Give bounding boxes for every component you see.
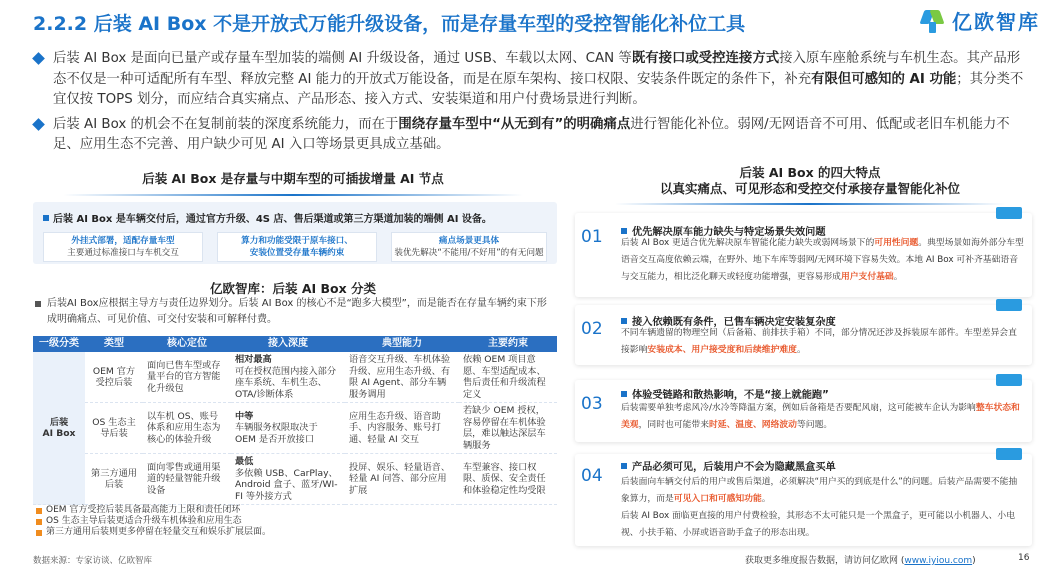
- note-text: OS 生态主导后装更适合升级车机体验和应用生态: [46, 516, 242, 526]
- table-cell-type: OEM 官方受控后装: [85, 352, 143, 403]
- feature-box-title: 算力和功能受限于原车接口、: [241, 236, 353, 246]
- definition-text: 后装 AI Box 是车辆交付后，通过官方升级、4S 店、售后渠道或第三方渠道加装的端侧 AI 设备。: [53, 214, 492, 225]
- depth-level: 最低: [235, 456, 254, 467]
- table-cell-limit: 若缺少 OEM 授权，容易停留在车机体验层，难以触达深层车辆服务: [459, 403, 557, 454]
- diamond-icon: [32, 118, 45, 131]
- orange-square-icon: [36, 508, 42, 514]
- feature-card-1: [575, 213, 1032, 297]
- feature-box-title: 外挂式部署，适配存量车型: [71, 236, 175, 246]
- depth-text: 可在授权范围内接入部分座车系统、车机生态、OTA/诊断体系: [235, 365, 337, 400]
- square-icon: [43, 215, 49, 221]
- card-title-text: 优先解决原车能力缺失与特定场景失效问题: [632, 227, 826, 238]
- data-source: 数据来源：专家访谈、亿欧智库: [33, 556, 153, 566]
- card-body-text: 后装面向车辆交付后的用户或售后渠道，必须解决“用户买的到底是什么”的问题。后装产品需要不能抽象算力，而是: [621, 477, 1018, 504]
- table-cell-limit: 车型兼容、接口权限、质保、安全责任和体验稳定性均受限: [459, 454, 557, 505]
- page-title: 2.2.2 后装 AI Box 不是开放式万能升级设备，而是存量车型的受控智能化补位工具: [33, 13, 746, 35]
- card-title-text: 接入依赖既有条件，已售车辆决定安装复杂度: [632, 317, 836, 328]
- orange-square-icon: [36, 519, 42, 525]
- bullet-bold: 既有接口或受控连接方式: [631, 51, 780, 66]
- table-cell-position: 以车机 OS、账号体系和应用生态为核心的体验升级: [143, 403, 231, 454]
- card-body-text: 后装需要单独考虑风冷/水冷等降温方案，例如后备箱是否要配风扇，这可能被车企认为影响: [621, 403, 976, 413]
- bullet-bold: 围绕存量车型中“从无到有”的明确痛点: [398, 116, 631, 132]
- page-number: 16: [1018, 553, 1030, 563]
- table-cell-depth: [231, 403, 345, 454]
- bullet-text: 进行智能化补位。弱网/无网语音不可用、低配或老旧车机能力不足、应用生态不完善、用户缺少可见 AI 入口等场景更具成立基础。: [53, 116, 1010, 152]
- feature-box-sub: 装优先解决“不能用/不好用”的有无问题: [394, 248, 544, 258]
- feature-card-2: [575, 305, 1032, 365]
- table-header: 主要约束: [459, 336, 557, 352]
- card-highlight: 时延、温度、网络波动: [709, 420, 797, 430]
- table-header: 典型能力: [345, 336, 459, 352]
- square-icon: [621, 463, 627, 469]
- table-notes: [36, 505, 271, 538]
- table-cell-limit: 依赖 OEM 项目意愿、车型适配成本、售后责任和升级流程定义: [459, 352, 557, 403]
- note-item: [36, 505, 271, 516]
- diamond-icon: [32, 52, 45, 65]
- table-header-row: [33, 336, 557, 352]
- table-cell-type: 第三方通用后装: [85, 454, 143, 505]
- card-body-text: 后装 AI Box 面临更直接的用户付费检验，其形态不太可能只是一个黑盒子，更可能以小机器人、小电视、小扶手箱、小屏或语音助手盒子的形态出现。: [621, 511, 1016, 538]
- card-title: [621, 458, 836, 473]
- card-body: [621, 474, 1024, 542]
- table-cell-capability: 投屏、娱乐、轻量语音、轻量 AI 问答、部分应用扩展: [345, 454, 459, 505]
- card-body-text: 。: [761, 494, 771, 504]
- intro-bullets: [33, 49, 1033, 160]
- depth-level: 相对最高: [235, 354, 272, 365]
- classification-desc: [33, 296, 553, 328]
- footer-text: 获取更多维度报告数据，请访问亿欧网: [745, 556, 899, 566]
- table-cell-position: 面向零售或通用渠道的轻量智能升级设备: [143, 454, 231, 505]
- table-cell-capability: 语音交互升级、车机体验升级、应用生态升级、有限 AI Agent、部分车辆服务调用: [345, 352, 459, 403]
- card-tab: [996, 207, 1022, 219]
- feature-box-1: [43, 232, 203, 262]
- table-cell-type: OS 生态主导后装: [85, 403, 143, 454]
- card-body-text: 不同车辆遗留的物理空间（后备箱、前排扶手箱）不同，部分情况还涉及拆装原车部件。车型差异会直接影响: [621, 328, 1017, 355]
- card-body-text: ，同时也可能带来: [638, 420, 709, 430]
- feature-card-3: [575, 380, 1032, 442]
- card-title-text: 体验受链路和散热影响，不是“接上就能跑”: [632, 390, 829, 401]
- table-header: 核心定位: [143, 336, 231, 352]
- card-title-text: 产品必须可见，后装用户不会为隐藏黑盒买单: [632, 462, 836, 473]
- classification-heading: 亿欧智库：后装 AI Box 分类: [209, 281, 377, 296]
- card-body: [621, 400, 1024, 434]
- card-body-text: 。典型场景如海外部分车型语音交互高度依赖云端，在野外、地下车库等弱网/无网环境下容易失效。本地 AI Box 可补齐基础语音与交互能力，相比泛化聊天或轻度功能增强，更容易形成: [621, 238, 1024, 282]
- definition-panel: [33, 202, 557, 264]
- card-body-text: 。: [893, 272, 903, 282]
- bullet-text: ；其分类不宜仅按 TOPS 划分，而应结合真实痛点、产品形态、接入方式、安装渠道和用户付费场景进行判断。: [53, 71, 1024, 107]
- table-row: [33, 454, 557, 505]
- feature-card-4: [575, 454, 1032, 546]
- note-text: OEM 官方受控后装具备最高能力上限和责任闭环: [46, 505, 241, 515]
- table-cell-position: 面向已售车型或存量平台的官方智能化升级包: [143, 352, 231, 403]
- card-body-text: 后装 AI Box 更适合优先解决原车智能化能力缺失或弱网场景下的: [621, 238, 875, 248]
- card-title: [621, 386, 829, 401]
- card-number: 02: [581, 319, 603, 339]
- feature-box-sub: 主要通过标准接口与车机交互: [67, 248, 179, 258]
- brand-logo-icon: [920, 8, 946, 34]
- classification-table: [33, 336, 557, 505]
- bullet-bold: 有限但可感知的 AI 功能: [811, 71, 957, 87]
- card-body: [621, 235, 1024, 286]
- card-number: 04: [581, 466, 603, 486]
- table-header: 一级分类: [33, 336, 85, 352]
- depth-text: 车辆服务权限取决于 OEM 是否开放接口: [235, 422, 318, 445]
- card-number: 03: [581, 394, 603, 414]
- card-number: 01: [581, 227, 603, 247]
- right-heading: 后装 AI Box 的四大特点 以真实痛点、可见形态和受控交付承接存量智能化补位: [585, 165, 1035, 197]
- table-cell-depth: [231, 352, 345, 403]
- square-icon: [35, 301, 41, 307]
- feature-box-3: [391, 232, 547, 262]
- square-icon: [621, 228, 627, 234]
- table-header: 接入深度: [231, 336, 345, 352]
- note-item: [36, 527, 271, 538]
- card-tab: [996, 374, 1022, 386]
- card-body: [621, 325, 1024, 359]
- table-category: 后装 AI Box: [33, 352, 85, 505]
- feature-box-sub: 安装位置受存量车辆约束: [249, 248, 345, 258]
- left-heading: 后装 AI Box 是存量与中期车型的可插拔增量 AI 节点: [33, 168, 553, 190]
- depth-level: 中等: [235, 410, 254, 422]
- table-cell-depth: [231, 454, 345, 505]
- feature-box-2: [217, 232, 377, 262]
- note-item: [36, 516, 271, 527]
- feature-box-title: 痛点场景更具体: [438, 236, 500, 246]
- table-row: [33, 352, 557, 403]
- intro-bullet-2: [33, 115, 1033, 156]
- card-tab: [996, 299, 1022, 311]
- square-icon: [621, 391, 627, 397]
- bullet-text: 接入原车座舱系统与车机生态。其产品形态不仅是一种可适配所有车型、释放完整 AI 能力的开放式万能设备，而是在原车架构、接口权限、安装条件既定的条件下，补充: [53, 51, 1021, 87]
- card-body-text: 。: [796, 345, 806, 355]
- card-highlight: 可用性问题: [874, 238, 919, 248]
- classification-desc-text: 后装AI Box应根据主导方与责任边界划分。后装 AI Box 的核心不是“跑多大模型”，而是能否在存量车辆约束下形成明确痛点、可见价值、可交付安装和可解释付费。: [47, 298, 547, 325]
- depth-text: 多依赖 USB、CarPlay、Android 盒子、蓝牙/WI-FI 等外接方式: [235, 467, 338, 502]
- square-icon: [621, 318, 627, 324]
- table-header: 类型: [85, 336, 143, 352]
- brand-name: 亿欧智库: [952, 10, 1040, 34]
- table-cell-capability: 应用生态升级、语音助手、内容服务、账号打通、轻量 AI 交互: [345, 403, 459, 454]
- footer: 获取更多维度报告数据，请访问亿欧网 (www.iyiou.com): [745, 556, 976, 566]
- card-highlight: 安装成本、用户接受度和后续维护难度: [647, 345, 797, 355]
- card-tab: [996, 448, 1022, 460]
- bullet-text: 后装 AI Box 是面向已量产或存量车型加装的端侧 AI 升级设备，通过 USB、车载以太网、CAN 等: [53, 51, 632, 66]
- definition-title: [43, 210, 492, 225]
- bullet-text: 后装 AI Box 的机会不在复制前装的深度系统能力，而在于: [53, 116, 399, 132]
- intro-bullet-1: [33, 49, 1033, 111]
- table-row: [33, 403, 557, 454]
- card-body-text: 等问题。: [796, 420, 833, 430]
- card-highlight: 用户支付基础: [840, 272, 894, 282]
- card-highlight: 可见入口和可感知功能: [673, 494, 762, 504]
- card-highlight: 整车状态和美观: [621, 403, 1020, 430]
- orange-square-icon: [36, 530, 42, 536]
- brand-logo: [920, 6, 1040, 35]
- note-text: 第三方通用后装则更多停留在轻量交互和娱乐扩展层面。: [46, 527, 272, 537]
- footer-link[interactable]: www.iyiou.com: [904, 556, 973, 566]
